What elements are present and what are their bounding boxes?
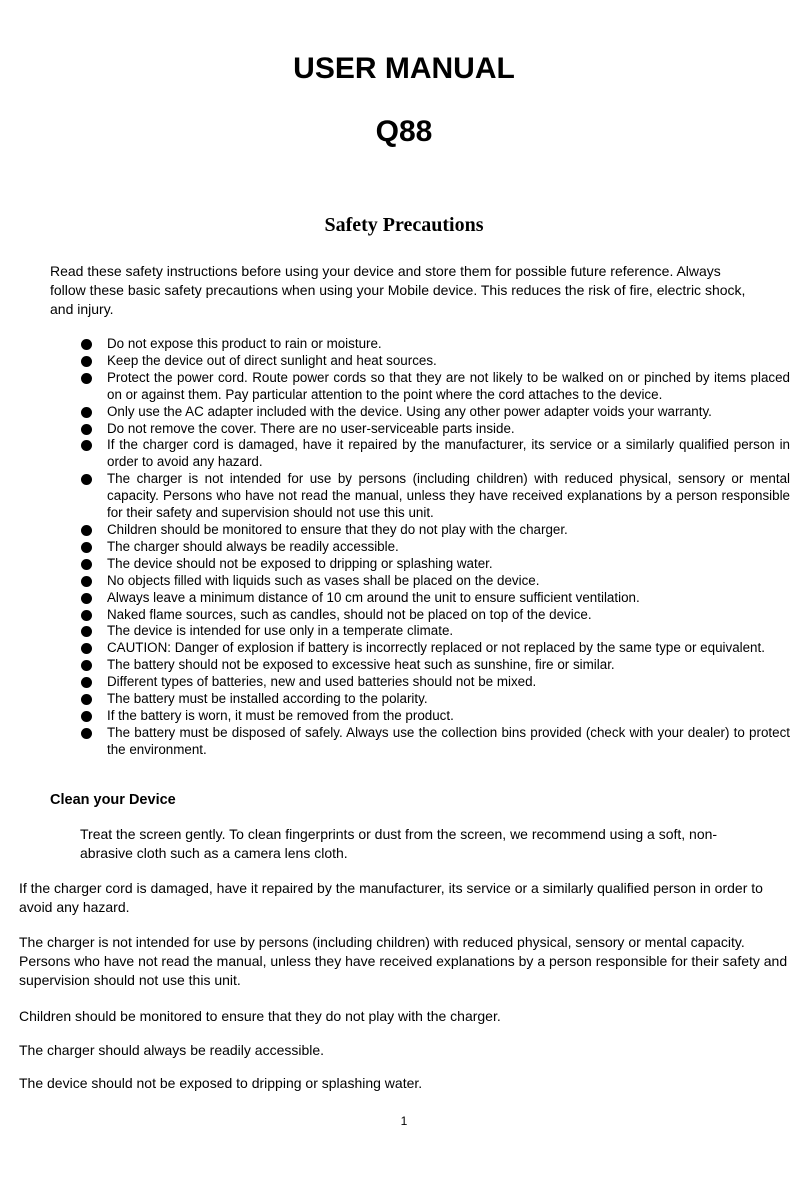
list-item: The battery should not be exposed to excessive heat such as sunshine, fire or similar.	[78, 657, 790, 674]
page-number: 1	[400, 1114, 408, 1128]
bullet-icon	[81, 711, 92, 722]
bullet-icon	[81, 525, 92, 536]
bullet-icon	[81, 610, 92, 621]
list-item: Children should be monitored to ensure that they do not play with the charger.	[78, 522, 790, 539]
paragraph: If the charger cord is damaged, have it repaired by the manufacturer, its service or a similarly qualified person in order to avoid any hazard.	[19, 880, 763, 915]
list-item: If the battery is worn, it must be removed from the product.	[78, 708, 790, 725]
list-item: The charger should always be readily accessible.	[78, 539, 790, 556]
list-item: The battery must be installed according to the polarity.	[78, 691, 790, 708]
bullet-icon	[81, 643, 92, 654]
bullet-icon	[81, 424, 92, 435]
list-item: If the charger cord is damaged, have it repaired by the manufacturer, its service or a similarly qualified person in order to avoid any hazard.	[78, 437, 790, 471]
document-title: USER MANUAL	[293, 52, 515, 85]
paragraph: The charger is not intended for use by persons (including children) with reduced physical, sensory or mental capacity. Persons who have not read the manual, unless they have received explanations by a person responsible for their safety and supervision should not use this unit.	[19, 934, 788, 988]
paragraph: The charger should always be readily accessible.	[19, 1042, 325, 1058]
bullet-icon	[81, 542, 92, 553]
bullet-icon	[81, 440, 92, 451]
list-item: Always leave a minimum distance of 10 cm around the unit to ensure sufficient ventilation.	[78, 590, 790, 607]
paragraph: The device should not be exposed to dripping or splashing water.	[19, 1075, 423, 1091]
clean-device-heading: Clean your Device	[50, 792, 176, 808]
bullet-icon	[81, 474, 92, 485]
bullet-icon	[81, 339, 92, 350]
list-item: Different types of batteries, new and used batteries should not be mixed.	[78, 674, 790, 691]
bullet-icon	[81, 728, 92, 739]
safety-intro: Read these safety instructions before using your device and store them for possible future reference. Always follow these basic safety precautions when using your Mobile device. This reduces the risk of fire, electric shock, and injury.	[50, 263, 746, 317]
safety-heading: Safety Precautions	[324, 214, 484, 236]
list-item: Protect the power cord. Route power cords so that they are not likely to be walked on or pinched by items placed on or against them. Pay particular attention to the point where the cord attaches to the device.	[78, 370, 790, 404]
list-item: The battery must be disposed of safely. Always use the collection bins provided (check with your dealer) to protect the environment.	[78, 725, 790, 759]
bullet-icon	[81, 593, 92, 604]
bullet-icon	[81, 694, 92, 705]
bullet-icon	[81, 626, 92, 637]
bullet-icon	[81, 407, 92, 418]
bullet-icon	[81, 559, 92, 570]
bullet-icon	[81, 660, 92, 671]
list-item: The charger is not intended for use by persons (including children) with reduced physical, sensory or mental capacity. Persons who have not read the manual, unless they have received explanations by a person responsible for their safety and supervision should not use this unit.	[78, 471, 790, 522]
list-item: Naked flame sources, such as candles, should not be placed on top of the device.	[78, 607, 790, 624]
list-item: Only use the AC adapter included with the device. Using any other power adapter voids your warranty.	[78, 404, 790, 421]
list-item: Do not expose this product to rain or moisture.	[78, 336, 790, 353]
list-item: The device should not be exposed to dripping or splashing water.	[78, 556, 790, 573]
list-item: No objects filled with liquids such as vases shall be placed on the device.	[78, 573, 790, 590]
bullet-icon	[81, 576, 92, 587]
list-item: Keep the device out of direct sunlight and heat sources.	[78, 353, 790, 370]
paragraph: Children should be monitored to ensure that they do not play with the charger.	[19, 1008, 501, 1024]
list-item: CAUTION: Danger of explosion if battery is incorrectly replaced or not replaced by the same type or equivalent.	[78, 640, 790, 657]
model-title: Q88	[375, 115, 433, 148]
list-item: The device is intended for use only in a temperate climate.	[78, 623, 790, 640]
safety-list	[78, 336, 790, 759]
clean-device-text: Treat the screen gently. To clean fingerprints or dust from the screen, we recommend using a soft, non-abrasive cloth such as a camera lens cloth.	[80, 826, 718, 861]
bullet-icon	[81, 677, 92, 688]
list-item: Do not remove the cover. There are no user-serviceable parts inside.	[78, 421, 790, 438]
bullet-icon	[81, 356, 92, 367]
bullet-icon	[81, 373, 92, 384]
